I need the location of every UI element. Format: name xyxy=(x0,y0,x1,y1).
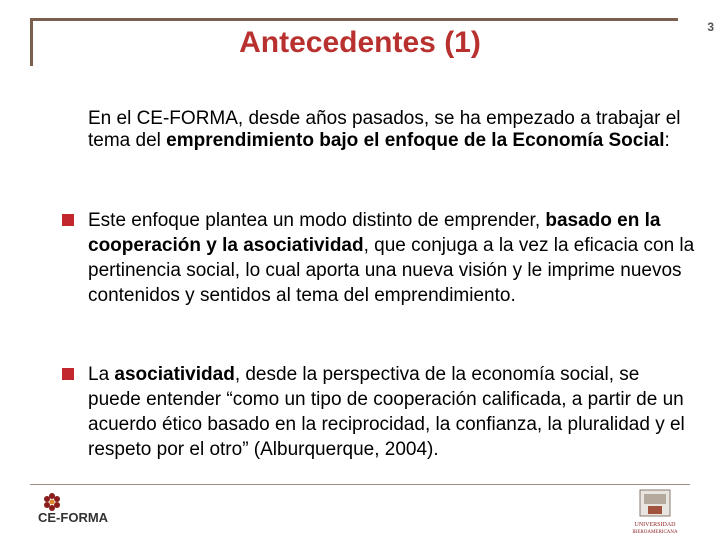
bullet-text: Este enfoque plantea un modo distinto de emprender, xyxy=(88,210,546,231)
bullet-text-end: , desde la perspectiva de la economía social, se puede entender “como un tipo de cooperación calificada, a partir de un acuerdo ético basado en la reciprocidad, la confianza, la pluralidad y el respeto por el otro” (Alburquerque, 2004). xyxy=(88,364,685,460)
bullet-bold: basado en la cooperación y la asociatividad xyxy=(88,210,661,256)
intro-text-end: : xyxy=(664,130,670,151)
universidad-iberoamericana-crest-icon xyxy=(626,488,684,540)
bullet-bold: asociatividad xyxy=(114,364,235,385)
crest-text-line-2: IBEROAMERICANA xyxy=(632,530,678,535)
bullet-square-icon xyxy=(62,368,74,380)
intro-paragraph xyxy=(88,108,688,152)
bullet-item xyxy=(88,208,696,308)
slide-title: Antecedentes (1) xyxy=(239,26,481,59)
intro-text: En el CE-FORMA, desde años pasados, se ha empezado a trabajar el tema del xyxy=(88,108,681,151)
footer-divider xyxy=(30,484,690,485)
bullet-text: La xyxy=(88,364,115,385)
ceforma-logo-text: CE-FORMA xyxy=(38,510,109,525)
bullet-text-end: , que conjuga a la vez la eficacia con la pertinencia social, lo cual aporta una nueva visión y le imprime nuevos contenidos y sentidos al tema del emprendimiento. xyxy=(88,235,695,306)
bullet-item xyxy=(88,362,696,462)
crest-text-line-1: UNIVERSIDAD xyxy=(634,522,676,528)
page-number: 3 xyxy=(707,20,714,34)
bullet-square-icon xyxy=(62,214,74,226)
intro-bold: emprendimiento bajo el enfoque de la Economía Social xyxy=(166,130,665,151)
